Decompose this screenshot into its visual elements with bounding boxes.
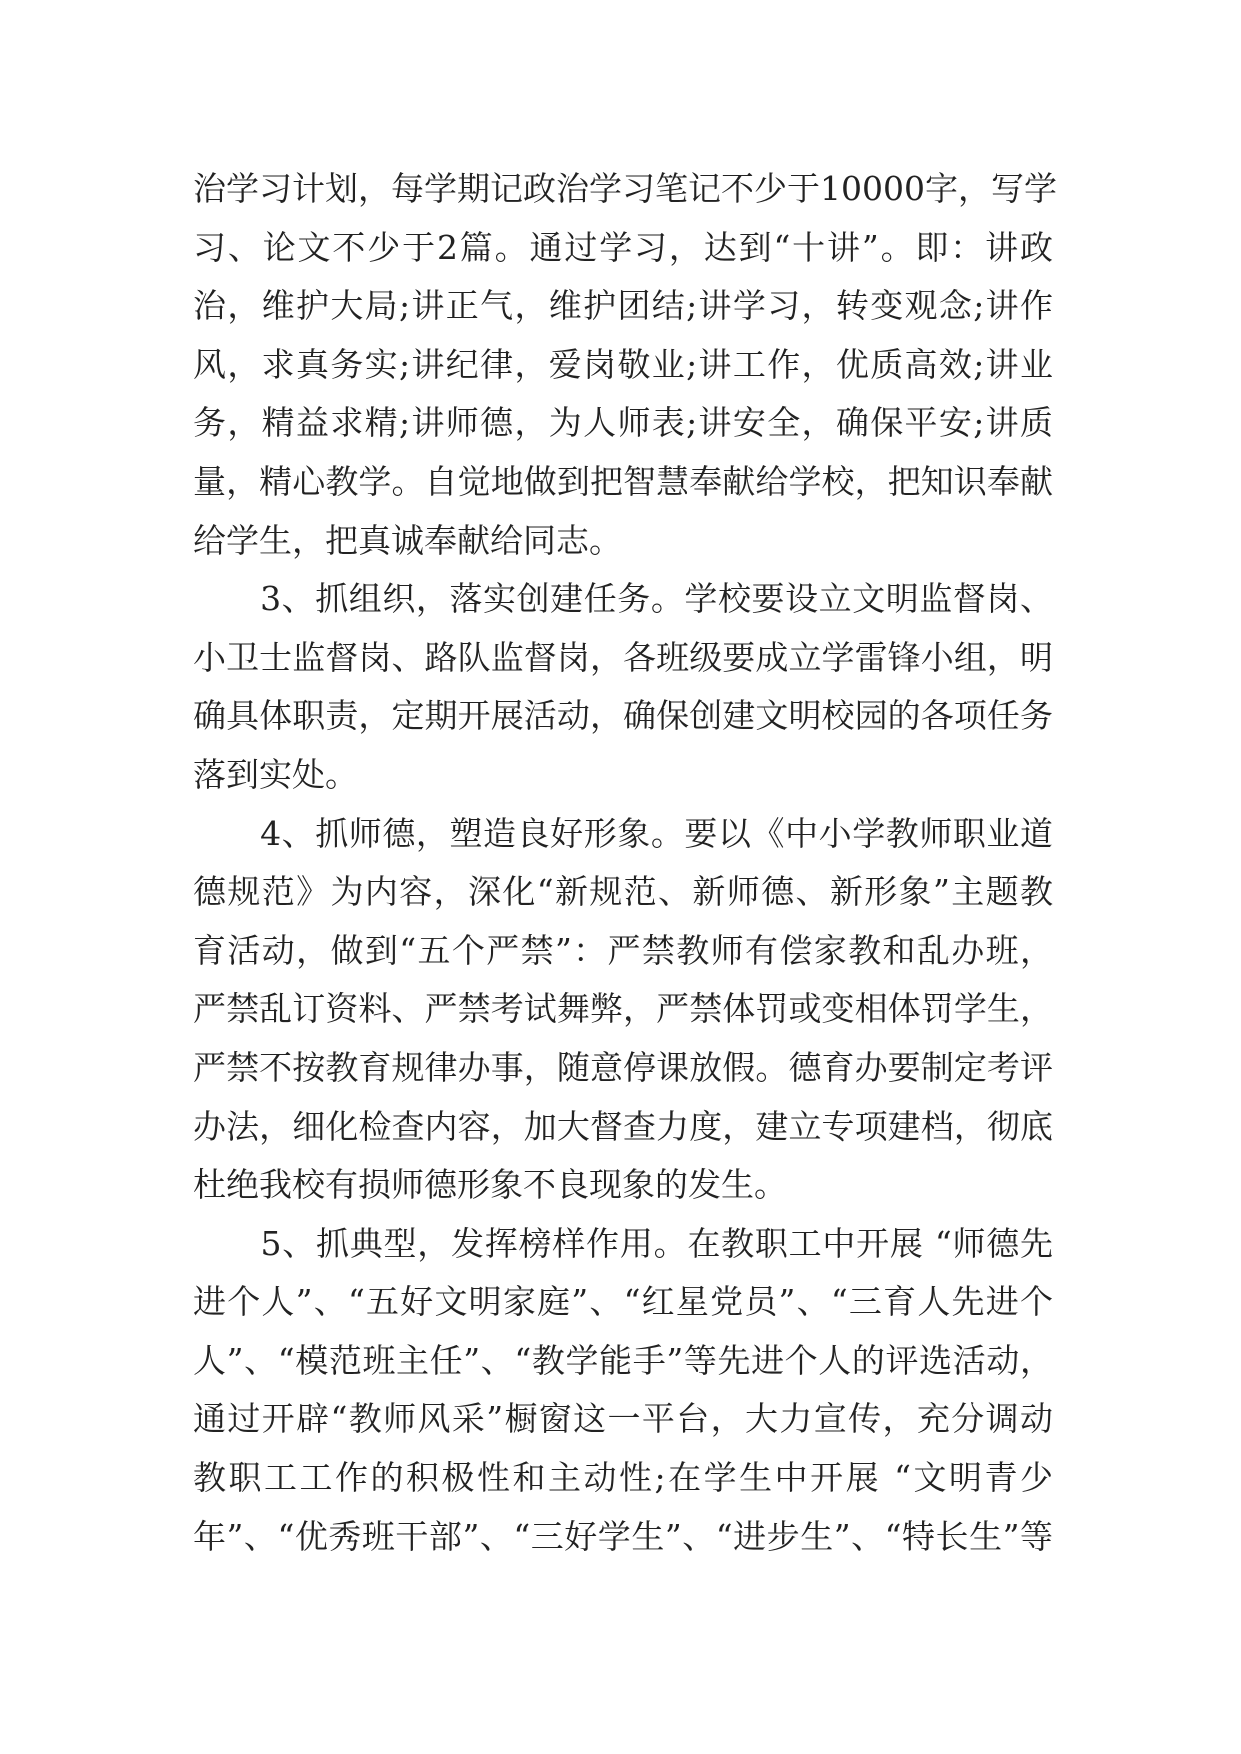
text-line: 务，精益求精;讲师德，为人师表;讲安全，确保平安;讲质 (193, 403, 1053, 443)
text-line: 德规范》为内容，深化“新规范、新师德、新形象”主题教 (193, 872, 1053, 912)
text-line: 育活动，做到“五个严禁”：严禁教师有偿家教和乱办班， (193, 930, 1053, 970)
text-line: 给学生，把真诚奉献给同志。 (193, 520, 622, 560)
text-line: 教职工工作的积极性和主动性;在学生中开展 “文明青少 (193, 1458, 1053, 1498)
text-line: 3、抓组织，落实创建任务。学校要设立文明监督岗、 (193, 579, 1053, 619)
text-line: 严禁乱订资料、严禁考试舞弊，严禁体罚或变相体罚学生， (193, 989, 1053, 1029)
text-line: 年”、“优秀班干部”、“三好学生”、“进步生”、“特长生”等 (193, 1516, 1053, 1556)
text-line: 量，精心教学。自觉地做到把智慧奉献给学校，把知识奉献 (193, 461, 1053, 501)
text-line: 治学习计划，每学期记政治学习笔记不少于10000字，写学 (193, 169, 1057, 208)
text-line: 进个人”、“五好文明家庭”、“红星党员”、“三育人先进个 (193, 1282, 1053, 1322)
text-line: 严禁不按教育规律办事，随意停课放假。德育办要制定考评 (193, 1047, 1053, 1087)
text-line: 人”、“模范班主任”、“教学能手”等先进个人的评选活动， (193, 1340, 1053, 1380)
text-line: 5、抓典型，发挥榜样作用。在教职工中开展 “师德先 (193, 1223, 1053, 1263)
text-line: 习、论文不少于2篇。通过学习，达到“十讲”。即：讲政 (193, 227, 1053, 267)
text-line: 通过开辟“教师风采”橱窗这一平台，大力宣传，充分调动 (193, 1399, 1053, 1439)
body-text (193, 160, 1057, 1566)
text-line: 治，维护大局;讲正气，维护团结;讲学习，转变观念;讲作 (193, 286, 1053, 326)
text-line: 4、抓师德，塑造良好形象。要以《中小学教师职业道 (193, 813, 1053, 853)
text-line: 风，求真务实;讲纪律，爱岗敬业;讲工作，优质高效;讲业 (193, 344, 1053, 384)
text-line: 落到实处。 (193, 754, 358, 794)
text-line: 杜绝我校有损师德形象不良现象的发生。 (193, 1165, 787, 1205)
text-line: 确具体职责，定期开展活动，确保创建文明校园的各项任务 (193, 696, 1053, 736)
text-line: 小卫士监督岗、路队监督岗，各班级要成立学雷锋小组，明 (193, 637, 1053, 677)
text-line: 办法，细化检查内容，加大督查力度，建立专项建档，彻底 (193, 1106, 1053, 1146)
